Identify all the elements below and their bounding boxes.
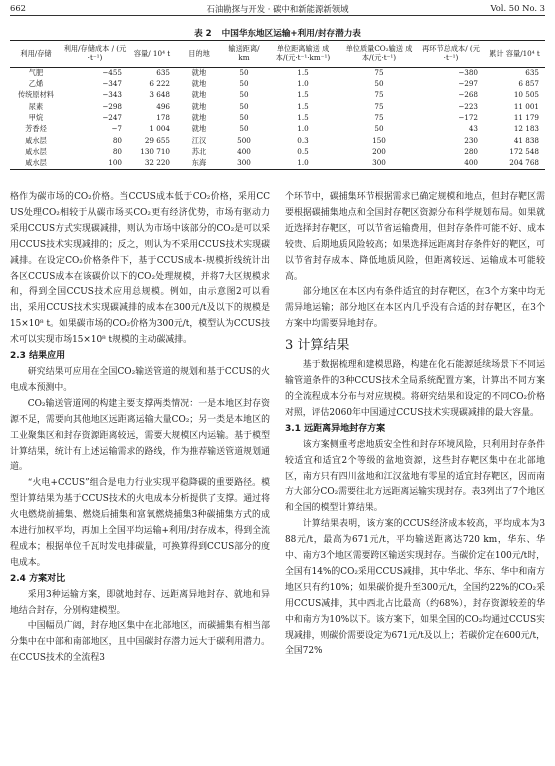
table-cell: 635 — [156, 68, 170, 78]
paragraph: CO₂输送管道网的构建主要支撑两类情况：一是本地区封存资源不足，需要向其他地区远距离运输大量CO₂；另一类是本地区的工业聚集区和封存资源距离较远，需要大规模区内运输。基于模型计算结果，统计有上述运输需求的路线，作为推荐输送管道规划通道。 — [10, 398, 270, 473]
table-cell: 204 768 — [509, 157, 539, 167]
table-header-cell: 容量/ 10⁴ t — [133, 48, 171, 58]
volume-issue: Vol. 50 No. 3 — [490, 3, 545, 13]
table-cell: −455 — [102, 68, 122, 78]
table-header-cell: 输送距离/ km — [228, 44, 260, 62]
table-body — [10, 68, 545, 170]
table-cell: −223 — [458, 101, 478, 111]
table-cell: 80 — [112, 146, 122, 156]
table-caption — [0, 27, 555, 39]
paragraph: 格作为碳市场的CO₂价格。当CCUS成本低于CO₂价格，采用CCUS处理CO₂相较于从碳市场买CO₂更有经济优势，市场有驱动力采用CCUS方式实现碳减排，则认为市场中该部分的CO₂是可以采用CCUS技术实现减排的；反之，则认为不采用CCUS技术实现碳减排。在设定CO₂价格条件下，基于CCUS成本-规模折线统计出各区CCUS成本在该碳价以下的CO₂处理规模，并将7大区规模求和，得到全国CCUS技术应用总规模。例如，由示意图2可以看出，采用CCUS技术实现碳减排的成本在300元/t及以下的规模是15×10⁸ t。如果碳市场的CO₂价格为300元/t，模型认为CCUS技术可以实现市场15×10⁸ t规模的主动碳减排。 — [10, 192, 270, 346]
paragraph: 该方案侧重考虑地质安全性和封存环境风险，只利用封存条件较适宜和适宜2个等级的盆地资源，这些封存靶区集中在北部地区，南方只有四川盆地和江汉盆地有零星的适宜封存靶区，因而南方大部分CO₂需要往北方远距离运输实现封存。表3列出了7个地区和全国的模型计算结果。 — [285, 439, 545, 514]
table-header-cell: 单位距离输送 成本/(元·t⁻¹·km⁻¹) — [275, 44, 331, 62]
table-cell: 172 548 — [509, 146, 539, 156]
table-cell: 就地 — [191, 79, 207, 89]
table-cell: −380 — [458, 68, 478, 78]
section-heading-3: 3 计算结果 — [285, 338, 350, 354]
table-cell: 75 — [374, 90, 384, 100]
table-row — [10, 90, 545, 101]
table-cell: 635 — [525, 68, 539, 78]
table-cell: 芳香烃 — [25, 124, 47, 134]
table-cell: 1.0 — [297, 157, 309, 167]
table-cell: 230 — [464, 135, 478, 145]
table-cell: 1.5 — [297, 113, 309, 123]
table-cell: 就地 — [191, 113, 207, 123]
paragraph: 中国幅员广阔，封存地区集中在北部地区，而碳捕集有相当部分集中在中部和南部地区，且中国碳封存潜力远大于碳利用潜力。在CCUS技术的全流程3 — [10, 621, 270, 664]
table-cell: 1.0 — [297, 124, 309, 134]
table-cell: 东海 — [191, 157, 207, 167]
table-cell: 80 — [112, 135, 122, 145]
paragraph: 个环节中，碳捕集环节根据需求已确定规模和地点，但封存靶区需要根据碳捕集地点和全国封存靶区资源分布科学规划布局。如果就近选择封存靶区，可以节省运输费用，但封存条件可能不好、成本较贵、后期地质风险较高；如果选择远距离封存条件好的靶区，可以节省封存成本、降低地质风险，但距离较远、运输成本可能较高。 — [285, 192, 545, 282]
table-cell: −343 — [102, 90, 122, 100]
right-column — [285, 190, 545, 762]
table-cell: 43 — [468, 124, 478, 134]
table-cell: 150 — [372, 135, 386, 145]
paragraph: “火电+CCUS”组合是电力行业实现平稳降碳的重要路径。模型计算结果为基于CCUS技术的火电成本分析提供了支撑。通过将火电燃烧前捕集、燃烧后捕集和富氧燃烧捕集3种碳捕集方式的成本进行加权平均，再加上全国平均运输+利用/封存成本，得到全流程成本；根据单位千瓦时发电排碳量，可换算得到CCUS部分的度电成本。 — [10, 478, 270, 568]
table-cell: 1.5 — [297, 68, 309, 78]
table-cell: −247 — [102, 113, 122, 123]
table-cell: 就地 — [191, 124, 207, 134]
table-cell: −172 — [458, 113, 478, 123]
table-cell: 75 — [374, 101, 384, 111]
table-header-cell: 利用/存储成本 / (元·t⁻¹) — [63, 44, 127, 62]
table-header-cell: 目的地 — [188, 48, 210, 58]
table-cell: 496 — [156, 101, 170, 111]
paragraph: 研究结果可应用在全国CO₂输送管道的规划和基于CCUS的火电成本预测中。 — [10, 366, 270, 393]
header-rule — [10, 15, 545, 16]
table-cell: 6 857 — [518, 79, 539, 89]
table-cell: 0.3 — [297, 135, 309, 145]
table-cell: 50 — [239, 101, 249, 111]
table-cell: 12 183 — [513, 124, 539, 134]
table-caption-text: 中国华东地区运输+利用/封存潜力表 — [221, 29, 361, 39]
table-header-cell: 再环节总成本/ (元·t⁻¹) — [422, 44, 480, 62]
data-table — [10, 40, 545, 170]
table-cell: 50 — [239, 68, 249, 78]
table-cell: 41 838 — [513, 135, 539, 145]
table-cell: 苏北 — [191, 146, 207, 156]
table-cell: 传统原材料 — [18, 90, 54, 100]
journal-title: 石油勘探与开发 · 碳中和新能源新领域 — [206, 4, 349, 14]
table-cell: 气肥 — [28, 68, 44, 78]
table-caption-number: 表 2 — [194, 29, 212, 39]
table-cell: 500 — [237, 135, 251, 145]
table-cell: 130 710 — [140, 146, 170, 156]
table-header-cell: 利用/存储 — [20, 48, 52, 58]
page-number: 662 — [10, 3, 26, 13]
page-header — [10, 2, 545, 16]
table-cell: 29 655 — [144, 135, 170, 145]
table-cell: 就地 — [191, 90, 207, 100]
table-cell: 1.0 — [297, 79, 309, 89]
paragraph: 采用3种运输方案，即就地封存、远距离异地封存、就地和异地结合封存，分别构建模型。 — [10, 589, 270, 616]
table-cell: 50 — [239, 79, 249, 89]
table-cell: 280 — [464, 146, 478, 156]
table-cell: 50 — [239, 90, 249, 100]
table-cell: 咸水层 — [25, 135, 47, 145]
section-heading-2-3: 2.3 结果应用 — [10, 351, 66, 362]
table-header-cell: 单位质量CO₂输送 成本/(元·t⁻¹) — [345, 44, 413, 62]
table-row — [10, 113, 545, 124]
table-cell: −347 — [102, 79, 122, 89]
table-cell: 50 — [374, 79, 384, 89]
table-row — [10, 124, 545, 135]
table-cell: 300 — [237, 157, 251, 167]
table-cell: 尿素 — [28, 101, 44, 111]
table-row — [10, 135, 545, 146]
table-row — [10, 147, 545, 158]
paragraph: 计算结果表明，该方案的CCUS经济成本较高，平均成本为388元/t，最高为671元/t，平均输送距离达720 km，华东、华中、南方3个地区需要跨区输送实现封存。当碳价定在100元/t时，全国有14%的CO₂采用CCUS减排，其中华北、华东、华中和南方地区只有约10%；如果碳价提升至300元/t，全国约22%的CO₂采用CCUS减排，其中西北占比最高（约68%），封存资源较差的华中和南方为10%以下。该方案下，如果全国的CO₂均通过CCUS实现减排，则碳价需要设定为671元/t及以上；若碳价定在600元/t，全国72% — [285, 519, 545, 657]
table-cell: 50 — [239, 113, 249, 123]
table-cell: 400 — [237, 146, 251, 156]
table-cell: 50 — [239, 124, 249, 134]
table-row — [10, 68, 545, 79]
table-cell: 1.5 — [297, 90, 309, 100]
table-row — [10, 158, 545, 169]
section-heading-3-1: 3.1 远距离异地封存方案 — [285, 423, 386, 434]
table-row — [10, 79, 545, 90]
left-column — [10, 190, 270, 762]
table-cell: 6 222 — [149, 79, 170, 89]
table-cell: 3 648 — [149, 90, 170, 100]
table-cell: 200 — [372, 146, 386, 156]
table-cell: 100 — [108, 157, 122, 167]
table-header-cell: 累计 容量/10⁴ t — [489, 48, 540, 58]
table-cell: −297 — [458, 79, 478, 89]
table-cell: −7 — [111, 124, 122, 134]
table-cell: 178 — [156, 113, 170, 123]
table-cell: 咸水层 — [25, 157, 47, 167]
table-cell: 10 505 — [513, 90, 539, 100]
section-heading-2-4: 2.4 方案对比 — [10, 573, 66, 584]
table-cell: 1 004 — [149, 124, 170, 134]
table-cell: 75 — [374, 68, 384, 78]
table-cell: −268 — [458, 90, 478, 100]
table-cell: 50 — [374, 124, 384, 134]
table-cell: 11 179 — [513, 113, 539, 123]
table-cell: 1.5 — [297, 101, 309, 111]
table-cell: 300 — [372, 157, 386, 167]
table-cell: 75 — [374, 113, 384, 123]
table-cell: 0.5 — [297, 146, 309, 156]
table-cell: 400 — [464, 157, 478, 167]
table-cell: 江汉 — [191, 135, 207, 145]
table-cell: 甲烷 — [28, 113, 44, 123]
table-cell: 就地 — [191, 68, 207, 78]
table-row — [10, 101, 545, 112]
table-cell: 就地 — [191, 101, 207, 111]
paragraph: 基于数据梳理和建模思路，构建在化石能源延续场景下不同运输管道条件的3种CCUS技术全局系统配置方案，计算出不同方案的全流程成本分布与对应规模。将研究结果和设定的不同CO₂价格对照，评估2060年中国通过CCUS技术实现碳减排的最大容量。 — [285, 360, 545, 418]
paragraph: 部分地区在本区内有条件适宜的封存靶区，在3个方案中均无需异地运输；部分地区在本区内几乎没有合适的封存靶区，在3个方案中均需要异地封存。 — [285, 287, 545, 330]
table-cell: 咸水层 — [25, 146, 47, 156]
table-cell: 32 220 — [144, 157, 170, 167]
table-header-row — [10, 41, 545, 68]
table-cell: 11 001 — [513, 101, 539, 111]
table-cell: −298 — [102, 101, 122, 111]
table-cell: 乙烯 — [28, 79, 44, 89]
